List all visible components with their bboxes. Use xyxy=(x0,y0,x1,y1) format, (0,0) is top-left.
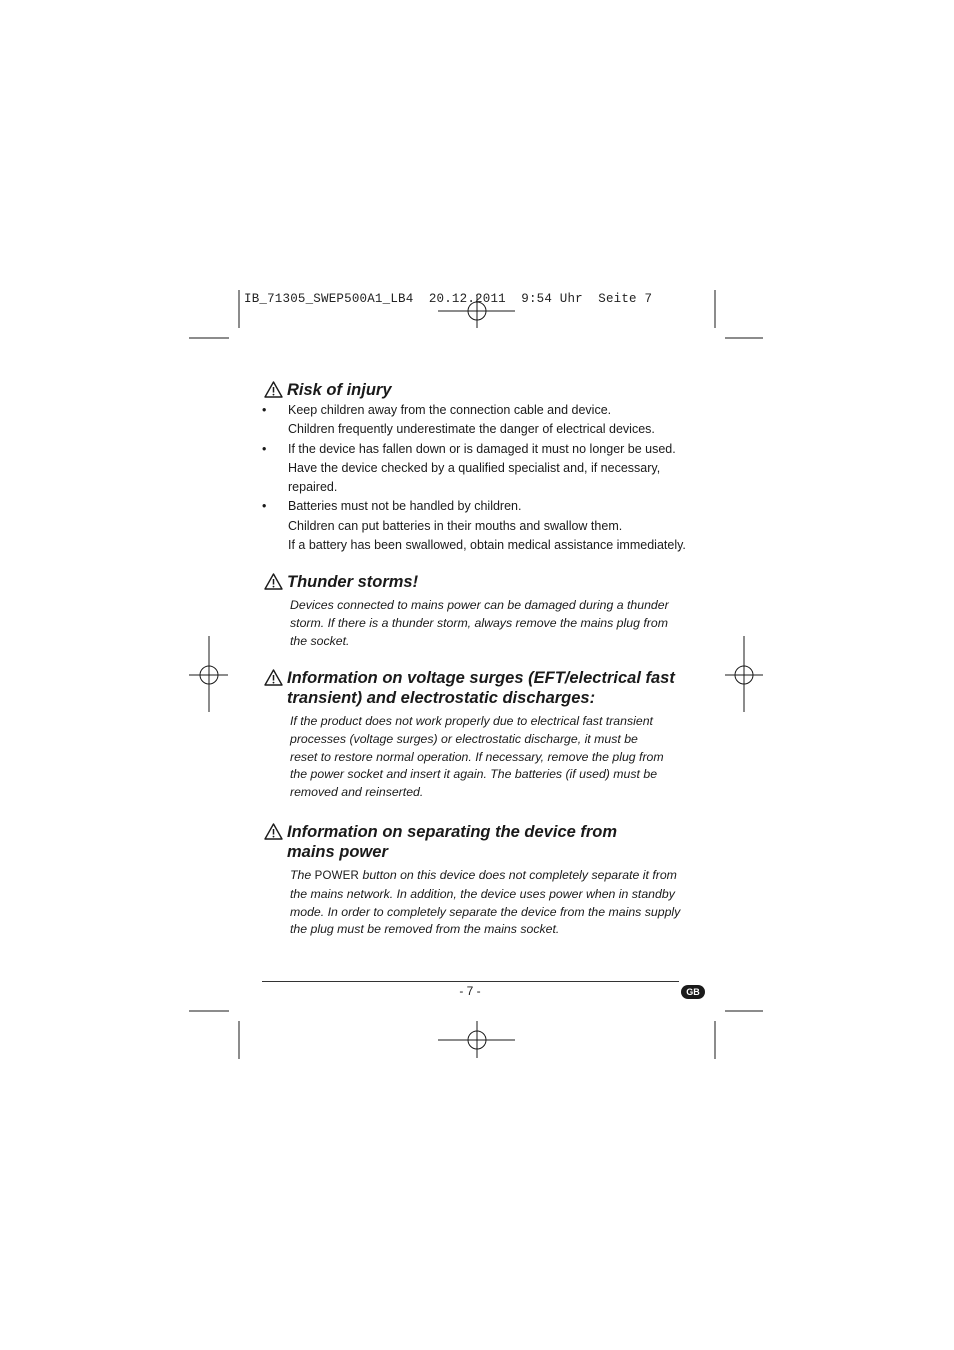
thunder-paragraph xyxy=(290,597,669,650)
bullet-text: Keep children away from the connection cable and device. xyxy=(288,403,612,417)
text-fragment: The xyxy=(290,868,315,882)
warning-triangle-icon xyxy=(264,822,284,840)
list-item xyxy=(262,440,692,498)
text-fragment: button on this device does not completely separate it from xyxy=(359,868,677,882)
surges-paragraph xyxy=(290,713,664,802)
warning-triangle-icon xyxy=(264,380,284,398)
bullet-icon: • xyxy=(262,441,267,456)
paragraph-line: storm. If there is a thunder storm, always remove the mains plug from xyxy=(290,615,668,630)
warning-triangle-icon xyxy=(264,572,284,590)
paragraph-line: If the product does not work properly due to electrical fast transient xyxy=(290,714,653,728)
paragraph-line: the power socket and insert it again. The batteries (if used) must be xyxy=(290,767,658,782)
warning-triangle-icon xyxy=(264,668,284,686)
bullet-text: Children can put batteries in their mouths and swallow them. xyxy=(288,518,623,533)
print-slug-line: IB_71305_SWEP500A1_LB4 20.12.2011 9:54 Uhr Seite 7 xyxy=(244,292,653,306)
bullet-icon: • xyxy=(262,499,267,514)
footer-divider xyxy=(262,981,679,982)
surges-heading xyxy=(264,668,675,708)
heading-line: mains power xyxy=(287,843,388,861)
separating-paragraph xyxy=(290,867,680,939)
separating-heading-text xyxy=(287,822,617,862)
paragraph-line: Devices connected to mains power can be damaged during a thunder xyxy=(290,598,669,612)
paragraph-line: removed and reinserted. xyxy=(290,785,424,800)
list-item xyxy=(262,401,692,440)
bullet-text: Have the device checked by a qualified specialist and, if necessary, xyxy=(288,460,661,475)
paragraph-line: processes (voltage surges) or electrostatic discharge, it must be xyxy=(290,731,638,746)
thunder-heading xyxy=(264,572,418,592)
paragraph-line: mode. In order to completely separate the device from the mains supply xyxy=(290,904,681,919)
paragraph-line: the mains network. In addition, the device uses power when in standby xyxy=(290,886,675,901)
risk-bullet-list xyxy=(262,401,692,555)
surges-heading-text xyxy=(287,668,675,708)
risk-heading-text: Risk of injury xyxy=(287,381,392,399)
power-button-label: POWER xyxy=(314,870,360,882)
bullet-text: Children frequently underestimate the danger of electrical devices. xyxy=(288,422,655,437)
paragraph-line xyxy=(290,867,680,886)
heading-line: Information on voltage surges (EFT/electrical fast xyxy=(287,669,675,687)
heading-line: Information on separating the device from xyxy=(287,823,618,841)
paragraph-line: the plug must be removed from the mains socket. xyxy=(290,922,560,937)
page-number: - 7 - xyxy=(459,984,481,998)
bullet-text: If a battery has been swallowed, obtain medical assistance immediately. xyxy=(288,538,686,553)
risk-heading xyxy=(264,380,392,400)
separating-heading xyxy=(264,822,617,862)
list-item xyxy=(262,497,692,555)
bullet-text: If the device has fallen down or is damaged it must no longer be used. xyxy=(288,441,676,456)
thunder-heading-text: Thunder storms! xyxy=(287,573,419,591)
paragraph-line: the socket. xyxy=(290,633,350,648)
bullet-text: repaired. xyxy=(288,480,338,495)
language-badge: GB xyxy=(681,985,705,999)
bullet-icon: • xyxy=(262,403,267,417)
heading-line: transient) and electrostatic discharges: xyxy=(287,689,596,707)
bullet-text: Batteries must not be handled by children. xyxy=(288,499,522,514)
paragraph-line: reset to restore normal operation. If necessary, remove the plug from xyxy=(290,749,664,764)
